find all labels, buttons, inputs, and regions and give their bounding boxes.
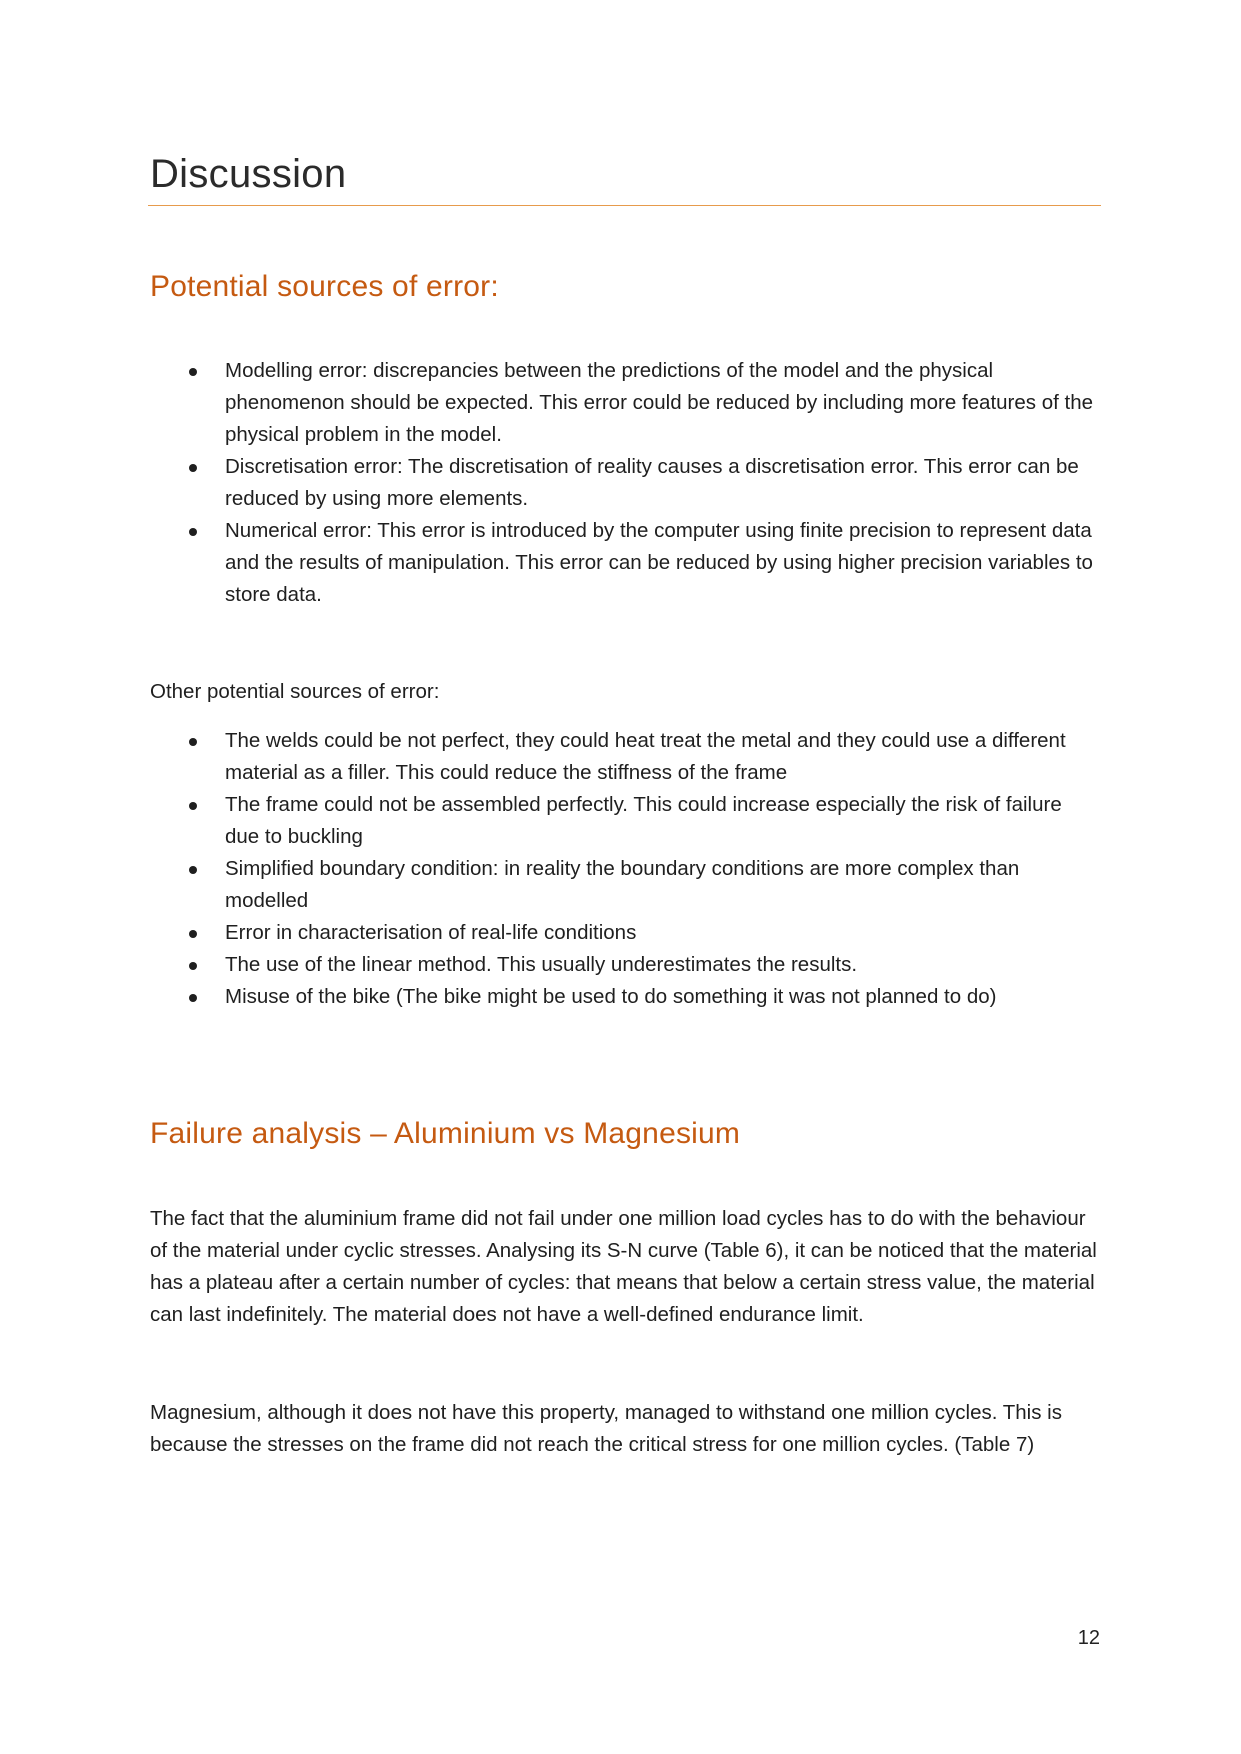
list-item-text: Numerical error: This error is introduced by the computer using finite precision to represent data and the results of manipulation. This error can be reduced by using higher precision variables to store data. xyxy=(225,519,1093,606)
list-item-text: Error in characterisation of real-life conditions xyxy=(225,921,637,944)
list-item xyxy=(150,451,1100,515)
failure-paragraph-aluminium: The fact that the aluminium frame did not fail under one million load cycles has to do with the behaviour of the material under cyclic stresses. Analysing its S-N curve (Table 6), it can be noticed that the material has a plateau after a certain number of cycles: that means that below a certain stress value, the material can last indefinitely. The material does not have a well-defined endurance limit. xyxy=(150,1207,1097,1326)
failure-paragraph-magnesium: Magnesium, although it does not have this property, managed to withstand one million cycles. This is because the stresses on the frame did not reach the critical stress for one million cycles. (Table 7) xyxy=(150,1401,1062,1456)
bullet-icon xyxy=(189,464,197,472)
other-error-sources-list xyxy=(150,725,1100,1013)
bullet-icon xyxy=(189,994,197,1002)
list-item xyxy=(150,515,1100,611)
bullet-icon xyxy=(189,866,197,874)
list-item xyxy=(150,355,1100,451)
list-item-text: Discretisation error: The discretisation of reality causes a discretisation error. This error can be reduced by using more elements. xyxy=(225,455,1079,510)
section-heading-error-sources: Potential sources of error: xyxy=(150,270,499,303)
bullet-icon xyxy=(189,368,197,376)
list-item-text: The use of the linear method. This usually underestimates the results. xyxy=(225,953,858,976)
page-title: Discussion xyxy=(150,152,347,196)
bullet-icon xyxy=(189,528,197,536)
bullet-icon xyxy=(189,930,197,938)
error-sources-list xyxy=(150,355,1100,611)
list-item xyxy=(150,981,1100,1013)
other-sources-intro: Other potential sources of error: xyxy=(150,680,440,703)
list-item xyxy=(150,789,1100,853)
page-number: 12 xyxy=(1077,1627,1100,1649)
list-item xyxy=(150,917,1100,949)
list-item-text: Misuse of the bike (The bike might be used to do something it was not planned to do) xyxy=(225,985,997,1008)
bullet-icon xyxy=(189,962,197,970)
list-item-text: The frame could not be assembled perfectly. This could increase especially the risk of failure due to buckling xyxy=(225,793,1062,848)
list-item xyxy=(150,949,1100,981)
bullet-icon xyxy=(189,802,197,810)
title-divider xyxy=(148,205,1101,206)
list-item-text: Modelling error: discrepancies between the predictions of the model and the physical phenomenon should be expected. This error could be reduced by including more features of the physical problem in the model. xyxy=(225,359,1094,446)
list-item-text: The welds could be not perfect, they could heat treat the metal and they could use a different material as a filler. This could reduce the stiffness of the frame xyxy=(225,729,1066,784)
list-item xyxy=(150,853,1100,917)
list-item-text: Simplified boundary condition: in reality the boundary conditions are more complex than modelled xyxy=(225,857,1020,912)
section-heading-failure-analysis: Failure analysis – Aluminium vs Magnesium xyxy=(150,1117,741,1150)
list-item xyxy=(150,725,1100,789)
bullet-icon xyxy=(189,738,197,746)
